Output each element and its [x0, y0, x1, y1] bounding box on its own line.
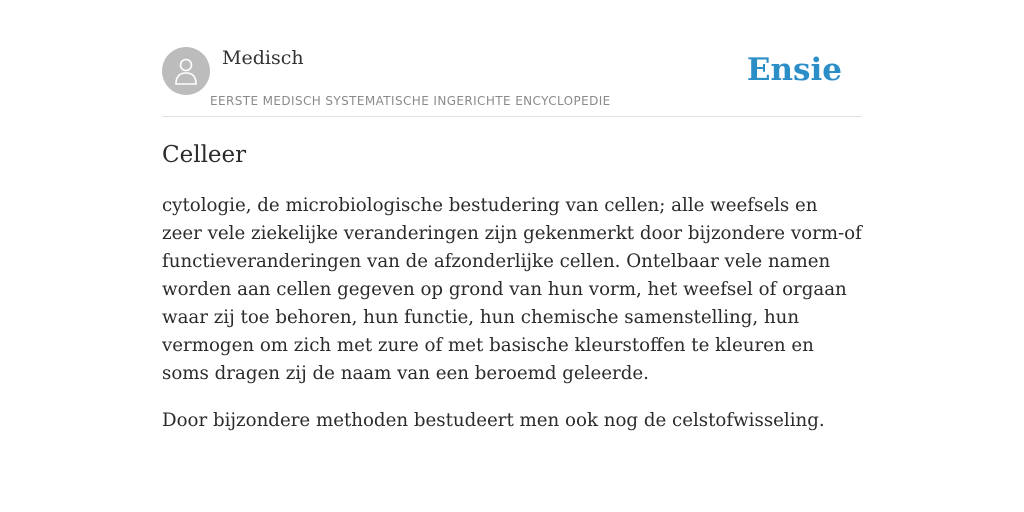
ensie-logo[interactable]: Ensie	[746, 52, 842, 88]
user-icon	[174, 57, 198, 85]
entry-paragraph: cytologie, de microbiologische bestudering van cellen; alle weefsels en zeer vele ziekelijke veranderingen zijn gekenmerkt door bijzondere vorm-of functieveranderingen van de afzonderlijke cellen. Ontelbaar vele namen worden aan cellen gegeven op grond van hun vorm, het weefsel of orgaan waar zij toe behoren, hun functie, hun chemische samenstelling, hun vermogen om zich met zure of met basische kleurstoffen te kleuren en soms dragen zij de naam van een beroemd geleerde.	[162, 195, 862, 384]
entry-paragraph: Door bijzondere methoden bestudeert men ook nog de celstofwisseling.	[162, 410, 825, 431]
avatar[interactable]	[162, 47, 210, 95]
publisher-header	[162, 40, 862, 117]
publisher-tagline: EERSTE MEDISCH SYSTEMATISCHE INGERICHTE ENCYCLOPEDIE	[210, 94, 611, 108]
entry-body	[162, 192, 862, 454]
publisher-name[interactable]: Medisch	[222, 47, 304, 69]
entry-title: Celleer	[162, 142, 247, 168]
